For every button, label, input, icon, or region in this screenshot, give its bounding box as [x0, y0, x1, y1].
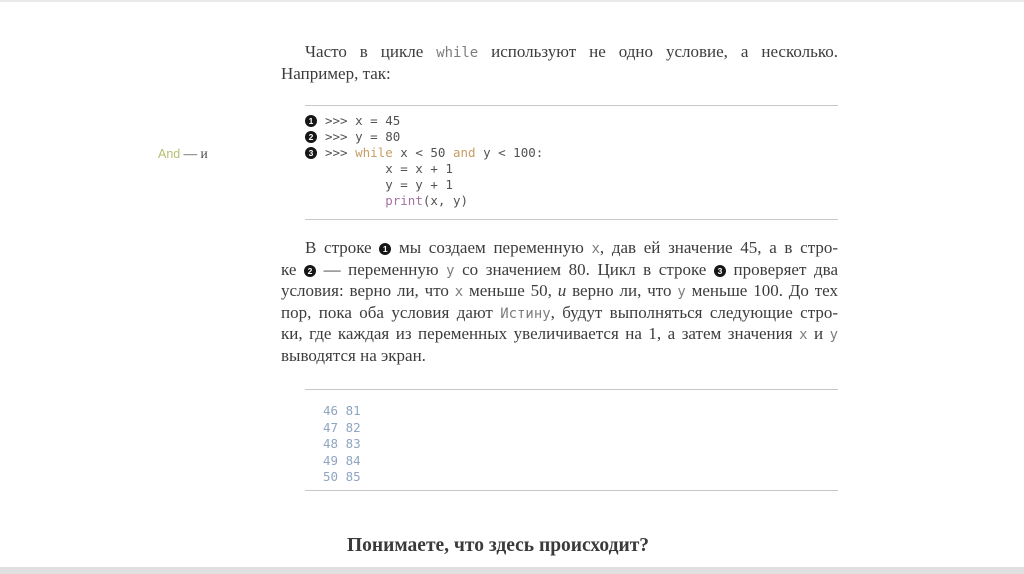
- bottom-edge-line: [0, 567, 1024, 574]
- section-heading: Понимаете, что здесь происходит?: [347, 534, 650, 556]
- code-line: 1 >>> x = 45: [305, 113, 838, 129]
- top-edge-line: [0, 0, 1024, 2]
- code-line: 2 >>> y = 80: [305, 129, 838, 145]
- para-line: пор, пока оба условия дают Истину, будут выполняться следующие стро-: [281, 302, 838, 322]
- paragraph-intro: [281, 42, 838, 84]
- para-line: В строке 1 мы создаем переменную x, дав ей значение 45, а в стро-: [305, 238, 838, 257]
- out-line: 48 83: [323, 436, 361, 451]
- margin-note: And — и: [158, 146, 208, 161]
- para-line: условия: верно ли, что x меньше 50, и верно ли, что y меньше 100. До тех: [281, 281, 839, 300]
- out-line: 47 82: [323, 419, 361, 435]
- code-line: x = x + 1: [325, 161, 453, 176]
- para-line: Часто в цикле while используют не одно условие, а несколько.: [305, 42, 839, 61]
- para-line: выводятся на экран.: [281, 345, 426, 365]
- line-number-marker: 1: [305, 113, 325, 129]
- page-content: [281, 42, 838, 557]
- code-block: [305, 105, 838, 220]
- out-line: 46 81: [323, 403, 361, 418]
- line-number-marker: 3: [305, 145, 325, 161]
- code-line: 3 >>> while x < 50 and y < 100:: [305, 145, 838, 161]
- code-line: y = y + 1: [325, 177, 453, 192]
- code-line: print(x, y): [385, 193, 469, 208]
- para-line: ке 2 — переменную y со значением 80. Цикл в строке 3 проверяет два: [281, 259, 838, 279]
- paragraph-explanation: [281, 238, 838, 365]
- out-line: 49 84: [323, 452, 361, 468]
- out-line: 50 85: [323, 469, 361, 484]
- line-number-marker: 2: [305, 129, 325, 145]
- para-line: Например, так:: [281, 63, 391, 83]
- output-block: [305, 389, 838, 491]
- para-line: ки, где каждая из переменных увеличивается на 1, а затем значения x и y: [281, 324, 838, 343]
